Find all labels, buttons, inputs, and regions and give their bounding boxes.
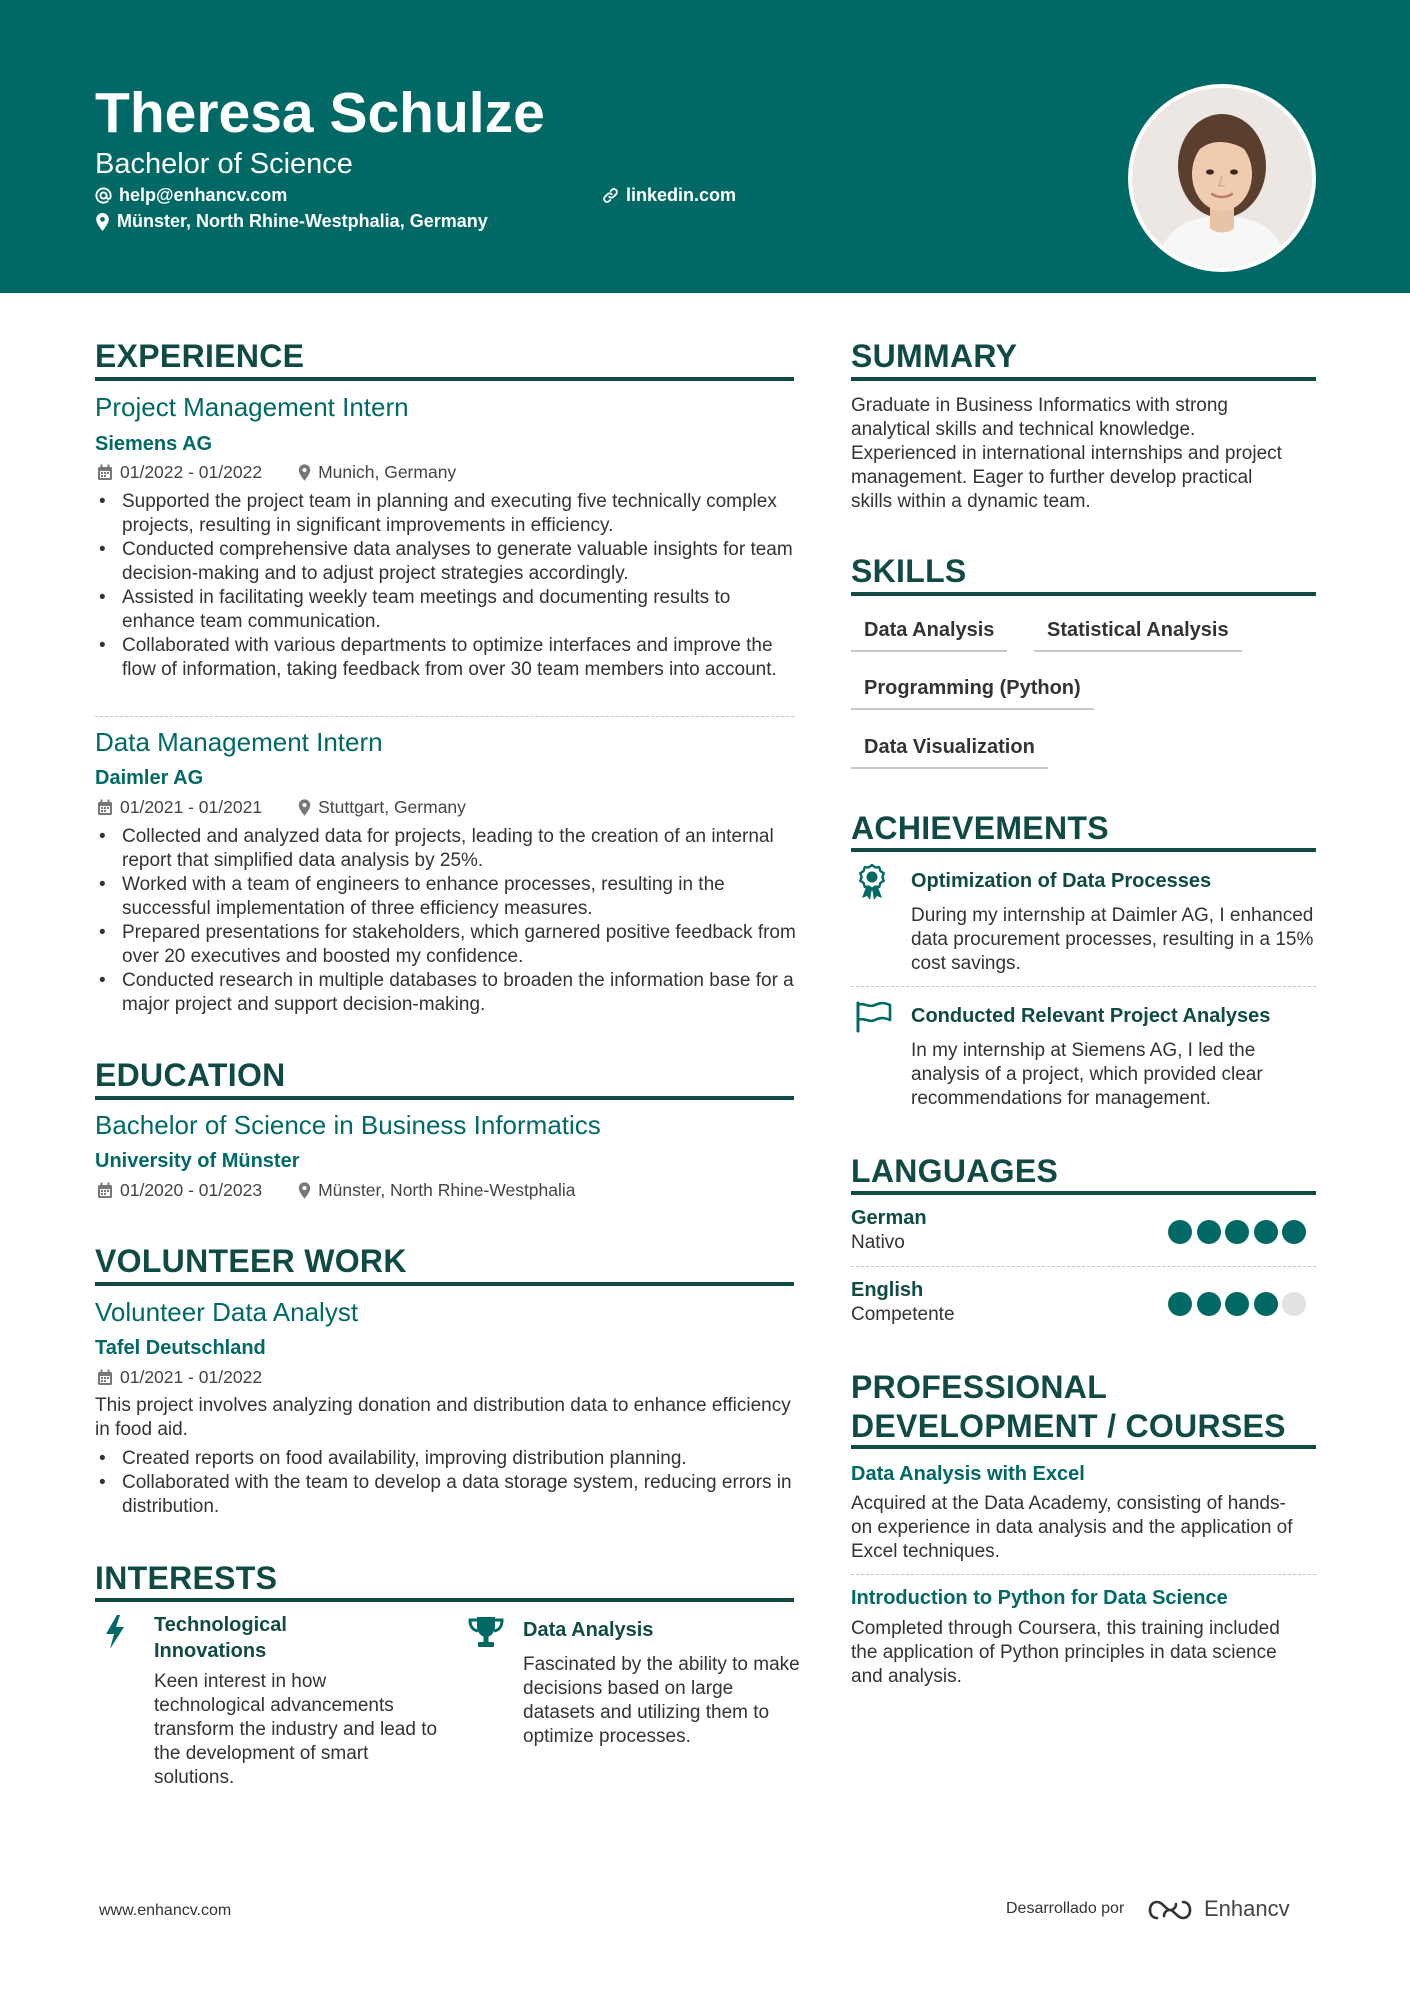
courses-heading-line: PROFESSIONAL (851, 1369, 1108, 1405)
calendar-icon (97, 1182, 113, 1199)
flag-icon (855, 1001, 893, 1033)
skills-heading: SKILLS (851, 553, 967, 589)
job-title: Project Management Intern (95, 392, 409, 422)
location-pin-icon (95, 213, 110, 231)
divider (95, 716, 794, 717)
languages-rule (851, 1191, 1316, 1195)
courses-rule (851, 1445, 1316, 1449)
email-contact[interactable] (95, 185, 287, 206)
language-level: Competente (851, 1304, 955, 1325)
education-rule (95, 1096, 794, 1100)
divider (851, 986, 1316, 987)
location-pin-icon (298, 1182, 311, 1199)
education-heading: EDUCATION (95, 1057, 286, 1093)
job-bullets (95, 490, 805, 682)
skill-tag: Programming (Python) (851, 677, 1094, 710)
portrait-image (1132, 88, 1312, 268)
calendar-icon (97, 464, 113, 481)
volunteer-meta (97, 1367, 262, 1388)
bullet-item: • Worked with a team of engineers to enhance processes, resulting in the successful implementation of three efficiency measures. (95, 873, 805, 921)
achievements-heading: ACHIEVEMENTS (851, 810, 1109, 846)
achievement-title: Optimization of Data Processes (911, 870, 1212, 892)
rating-dot-filled (1254, 1292, 1278, 1316)
job-title: Data Management Intern (95, 727, 383, 757)
language-rating (1168, 1292, 1306, 1316)
language-level: Nativo (851, 1232, 905, 1253)
volunteer-description: This project involves analyzing donation and distribution data to enhance efficiency in food aid. (95, 1395, 791, 1440)
skills-rule (851, 592, 1316, 596)
education-dates: 01/2020 - 01/2023 (120, 1180, 263, 1200)
education-meta (97, 1180, 576, 1201)
course-description: Acquired at the Data Academy, consisting of hands-on experience in data analysis and the application of Excel techniques. (851, 1493, 1293, 1562)
divider (851, 1574, 1316, 1575)
location-text: Münster, North Rhine-Westphalia, Germany (117, 211, 488, 231)
degree-title: Bachelor of Science in Business Informatics (95, 1110, 601, 1140)
footer-website[interactable]: www.enhancv.com (99, 1902, 232, 1919)
job-meta (97, 462, 456, 483)
school-name: University of Münster (95, 1150, 300, 1172)
bullet-item: • Prepared presentations for stakeholders, which garnered positive feedback from over 20 executives and boosted my confidence. (95, 921, 805, 969)
rating-dot-filled (1282, 1220, 1306, 1244)
candidate-title: Bachelor of Science (95, 148, 353, 180)
language-name: German (851, 1207, 927, 1229)
header-banner (0, 0, 1410, 293)
skill-tag: Statistical Analysis (1034, 619, 1242, 652)
company-name: Siemens AG (95, 433, 213, 455)
achievement-title: Conducted Relevant Project Analyses (911, 1005, 1271, 1027)
link-icon (602, 187, 619, 204)
education-location: Münster, North Rhine-Westphalia (318, 1180, 576, 1200)
volunteer-dates: 01/2021 - 01/2022 (120, 1367, 263, 1387)
achievement-description: In my internship at Siemens AG, I led the analysis of a project, which provided clear recommendations for management. (911, 1040, 1263, 1109)
bullet-item: • Supported the project team in planning and executing five technically complex projects, resulting in significant improvements in efficiency. (95, 490, 805, 538)
award-icon (857, 864, 887, 900)
rating-dot-filled (1254, 1220, 1278, 1244)
interests-rule (95, 1598, 794, 1602)
bullet-item: • Created reports on food availability, improving distribution planning. (95, 1447, 805, 1471)
calendar-icon (97, 799, 113, 816)
volunteer-title: Volunteer Data Analyst (95, 1297, 359, 1327)
job-location: Munich, Germany (318, 462, 457, 482)
location-pin-icon (298, 799, 311, 816)
course-title: Introduction to Python for Data Science (851, 1587, 1228, 1609)
bullet-item: • Collaborated with various departments to optimize interfaces and improve the flow of information, taking feedback from over 30 team members into account. (95, 634, 805, 682)
volunteer-bullets (95, 1447, 805, 1519)
language-name: English (851, 1279, 924, 1301)
achievements-rule (851, 848, 1316, 852)
bullet-item: • Collected and analyzed data for projects, leading to the creation of an internal report that simplified data analysis by 25%. (95, 825, 805, 873)
language-rating (1168, 1220, 1306, 1244)
at-icon (95, 187, 112, 204)
location-contact (95, 211, 488, 232)
experience-heading: EXPERIENCE (95, 338, 305, 374)
enhancv-logo-icon (1146, 1898, 1194, 1922)
rating-dot-filled (1225, 1292, 1249, 1316)
linkedin-text: linkedin.com (626, 185, 737, 205)
courses-heading (851, 1368, 1286, 1446)
summary-heading: SUMMARY (851, 338, 1018, 374)
trophy-icon (467, 1616, 505, 1648)
summary-rule (851, 377, 1316, 381)
interests-heading: INTERESTS (95, 1560, 278, 1596)
candidate-name: Theresa Schulze (95, 81, 545, 145)
rating-dot-filled (1225, 1220, 1249, 1244)
skill-tag: Data Visualization (851, 736, 1048, 769)
achievement-description: During my internship at Daimler AG, I enhanced data procurement processes, resulting in a 15% cost savings. (911, 905, 1314, 974)
job-location: Stuttgart, Germany (318, 797, 466, 817)
profile-photo (1128, 84, 1316, 272)
languages-heading: LANGUAGES (851, 1153, 1059, 1189)
bullet-item: • Conducted comprehensive data analyses to generate valuable insights for team decision-making and to adjust project strategies accordingly. (95, 538, 805, 586)
linkedin-contact[interactable] (602, 185, 736, 206)
location-pin-icon (298, 464, 311, 481)
courses-heading-line: DEVELOPMENT / COURSES (851, 1408, 1286, 1444)
course-description: Completed through Coursera, this training included the application of Python principles in data science and analysis. (851, 1618, 1280, 1687)
interest-title: Technological Innovations (154, 1614, 287, 1662)
rating-dot-filled (1168, 1292, 1192, 1316)
company-name: Daimler AG (95, 767, 204, 789)
bullet-item: • Conducted research in multiple databases to broaden the information base for a major project and support decision-making. (95, 969, 805, 1017)
job-bullets (95, 825, 805, 1017)
interest-description: Fascinated by the ability to make decisions based on large datasets and utilizing them to optimize processes. (523, 1654, 800, 1747)
rating-dot-filled (1197, 1292, 1221, 1316)
interest-title: Data Analysis (523, 1619, 654, 1641)
lightning-icon (105, 1615, 125, 1649)
enhancv-brand: Enhancv (1204, 1896, 1290, 1921)
divider (851, 1266, 1316, 1267)
calendar-icon (97, 1369, 113, 1386)
footer-powered-by: Desarrollado por (1006, 1900, 1125, 1917)
rating-dot-filled (1197, 1220, 1221, 1244)
job-dates: 01/2022 - 01/2022 (120, 462, 263, 482)
volunteer-org: Tafel Deutschland (95, 1337, 266, 1359)
volunteer-heading: VOLUNTEER WORK (95, 1243, 407, 1279)
bullet-item: • Collaborated with the team to develop a data storage system, reducing errors in distribution. (95, 1471, 805, 1519)
interest-description: Keen interest in how technological advancements transform the industry and lead to the development of smart solutions. (154, 1671, 438, 1788)
rating-dot-empty (1282, 1292, 1306, 1316)
summary-text: Graduate in Business Informatics with strong analytical skills and technical knowledge. Experienced in international internships and project management. Eager to further develop practical skills within a dynamic team. (851, 395, 1282, 512)
job-meta (97, 797, 466, 818)
bullet-item: • Assisted in facilitating weekly team meetings and documenting results to enhance team communication. (95, 586, 805, 634)
course-title: Data Analysis with Excel (851, 1463, 1085, 1485)
volunteer-rule (95, 1282, 794, 1286)
experience-rule (95, 377, 794, 381)
job-dates: 01/2021 - 01/2021 (120, 797, 263, 817)
email-text: help@enhancv.com (119, 185, 288, 205)
rating-dot-filled (1168, 1220, 1192, 1244)
skill-tag: Data Analysis (851, 619, 1007, 652)
